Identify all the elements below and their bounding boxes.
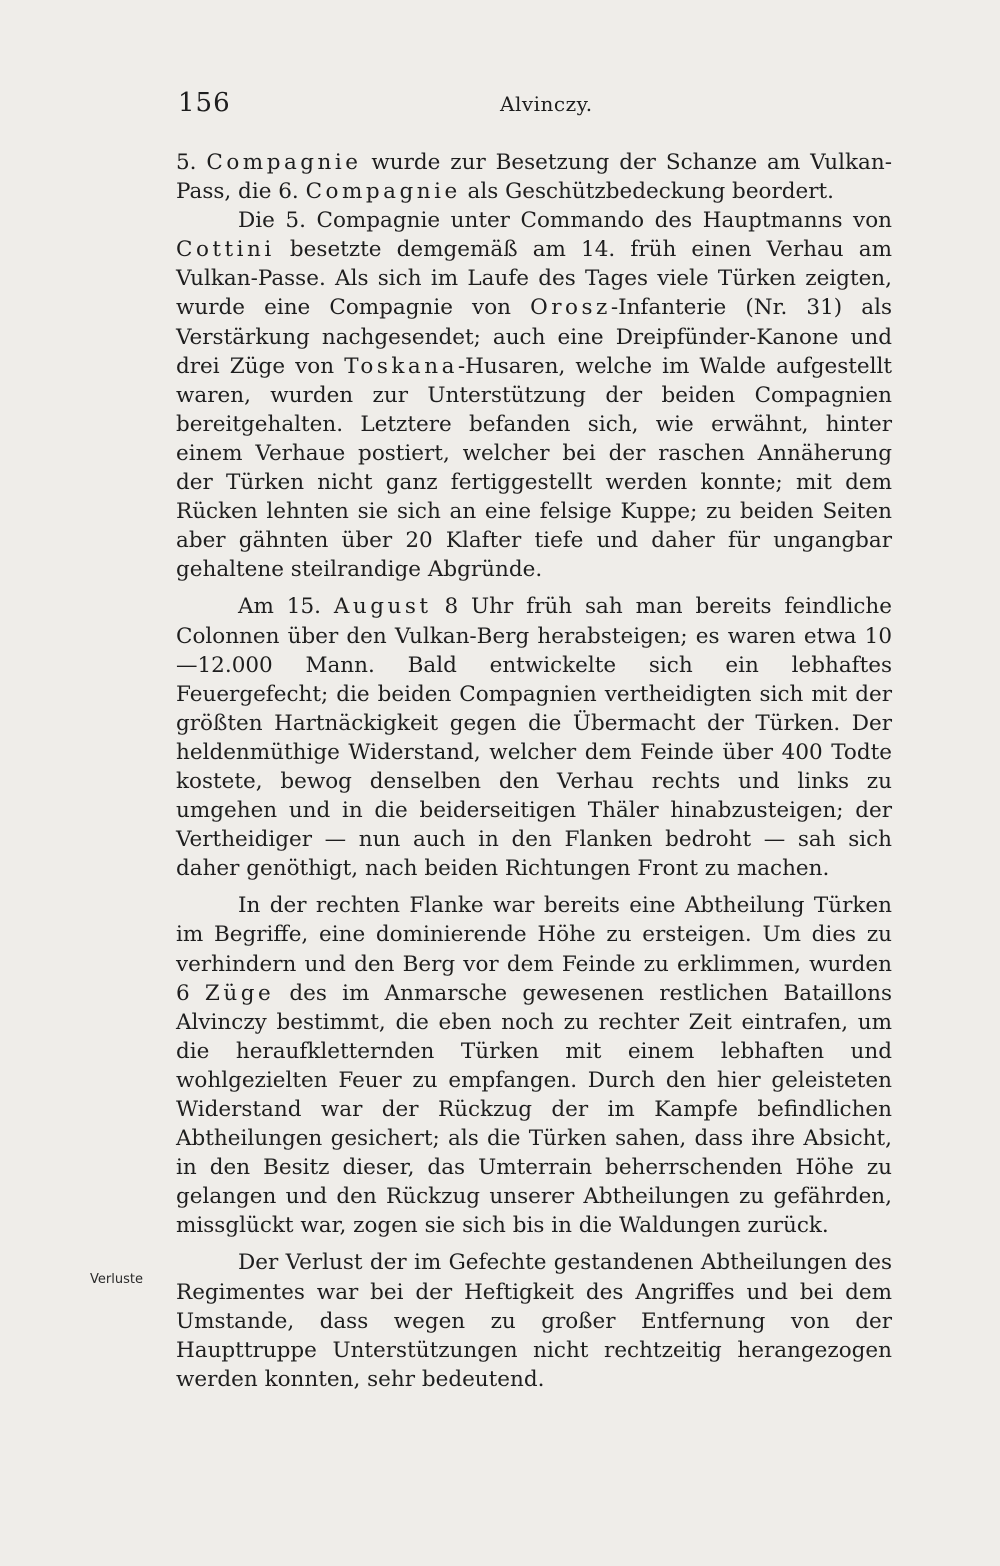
spaced-text-run: Cottini — [176, 237, 275, 263]
body-text — [176, 148, 892, 1394]
running-title: Alvinczy. — [500, 92, 593, 116]
paragraph — [176, 1248, 892, 1393]
spaced-text-run: Orosz — [530, 295, 611, 321]
text-run: -Husaren, welche im Walde aufgestellt waren, wurden zur Unterstützung der beiden Compagnien bereitgehalten. Letztere befanden sich, wie erwähnt, hinter einem Verhaue postiert, welcher bei der raschen Annäherung der Türken nicht ganz fertiggestellt werden konnte; mit dem Rücken lehnten sie sich an eine felsige Kuppe; zu beiden Seiten aber gähnten über 20 Klafter tiefe und daher für ungangbar gehaltene steilrandige Abgründe. — [176, 353, 892, 583]
spaced-text-run: Compagnie — [206, 150, 362, 175]
text-run: -Infanterie (Nr. 31) als Verstärkung nachgesendet; auch eine Dreipfünder-Kanone und drei Züge von — [176, 295, 892, 379]
text-run: 8 Uhr früh sah man bereits feindliche Colonnen über den Vulkan-Berg herabsteigen; es waren etwa 10—12.000 Mann. Bald entwickelte sich ein lebhaftes Feuergefecht; die beiden Compagnien vertheidigten sich mit der größten Hartnäckigkeit gegen die Übermacht der Türken. Der heldenmüthige Widerstand, welcher dem Feinde über 400 Todte kostete, bewog denselben den Verhau rechts und links zu umgehen und in die beiderseitigen Thäler hinabzusteigen; der Vertheidiger — nun auch in den Flanken bedroht — sah sich daher genöthigt, nach beiden Richtungen Front zu machen. — [176, 594, 893, 882]
spaced-text-run: August — [333, 594, 432, 620]
text-run: als Geschützbedeckung beordert. — [460, 179, 834, 205]
text-run: des im Anmarsche gewesenen restlichen Bataillons Alvinczy bestimmt, die eben noch zu rechter Zeit eintrafen, um die heraufkletternden Türken mit einem lebhaften und wohlgezielten Feuer zu empfangen. Durch den hier geleisteten Widerstand war der Rückzug der im Kampfe befindlichen Abtheilungen gesichert; als die Türken sahen, dass ihre Absicht, in den Besitz dieser, das Umterrain beherrschenden Höhe zu gelangen und den Rückzug unserer Abtheilungen zu gefährden, missglückt war, zogen sie sich bis in die Waldungen zurück. — [176, 980, 892, 1239]
page-number: 156 — [178, 88, 231, 118]
text-run: besetzte demgemäß am 14. früh einen Verhau am Vulkan-Passe. Als sich im Laufe des Tages viele Türken zeigten, wurde eine Compagnie von — [176, 237, 892, 321]
paragraph — [176, 891, 892, 1240]
spaced-text-run: Züge — [204, 980, 275, 1006]
text-run: In der rechten Flanke war bereits eine Abtheilung Türken im Begriffe, eine dominierende Höhe zu ersteigen. Um dies zu verhindern und den Berg vor dem Feinde zu erklimmen, wurden 6 — [176, 893, 892, 1006]
paragraph — [176, 206, 892, 584]
page-header — [178, 88, 890, 128]
text-run: Am 15. — [238, 594, 334, 620]
text-run: Die 5. Compagnie unter Commando des Hauptmanns von — [238, 208, 892, 234]
paragraph — [176, 592, 892, 883]
margin-note: Verluste — [90, 1272, 143, 1287]
spaced-text-run: Compagnie — [305, 179, 461, 205]
text-run: wurde zur Besetzung der Schanze am Vulkan-Pass, die 6. — [176, 150, 892, 205]
text-run: Der Verlust der im Gefechte gestandenen Abtheilungen des Regimentes war bei der Heftigkeit des Angriffes und bei dem Umstande, dass wegen zu großer Entfernung von der Haupttruppe Unterstützungen nicht rechtzeitig herangezogen werden konnten, sehr bedeutend. — [176, 1250, 892, 1392]
paragraph — [176, 148, 892, 206]
text-run: 5. — [176, 150, 207, 175]
spaced-text-run: Toskana — [344, 353, 458, 379]
